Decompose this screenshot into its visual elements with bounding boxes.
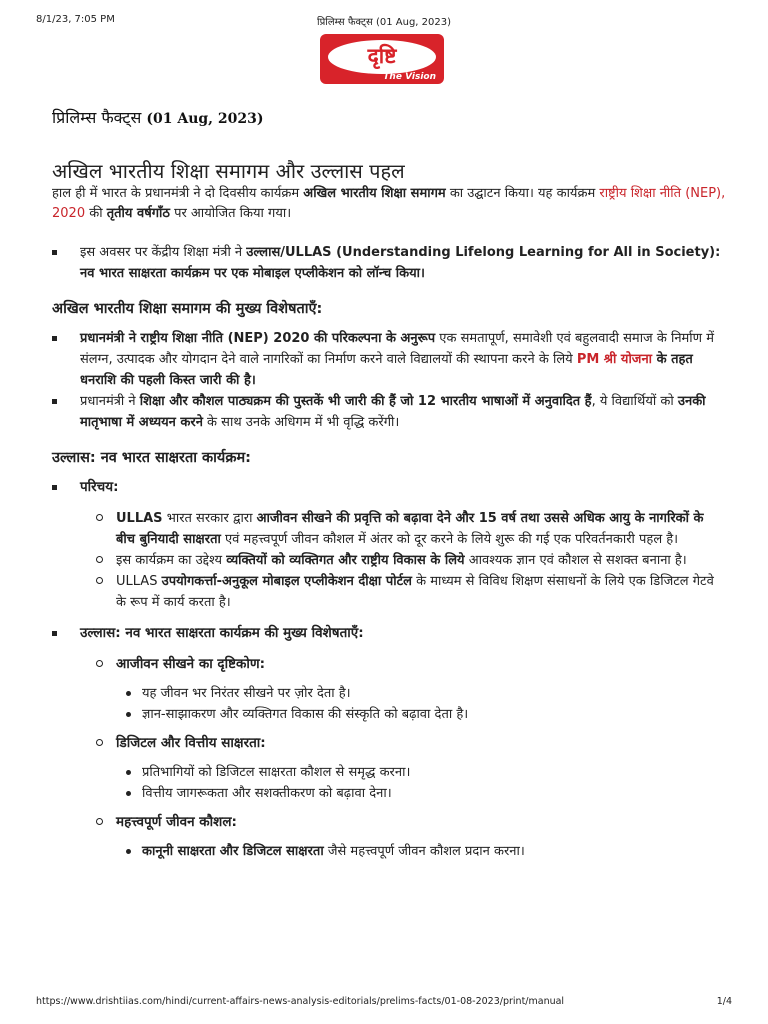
list-item: आजीवन सीखने का दृष्टिकोण: यह जीवन भर निरंतर सीखने पर ज़ोर देता है। ज्ञान-साझाकरण और व्यक्तिगत विकास की संस्कृति को बढ़ावा देता है। — [92, 654, 722, 725]
list-item: प्रधानमंत्री ने शिक्षा और कौशल पाठ्यक्रम की पुस्तकें भी जारी की हैं जो 12 भारतीय भाषाओं में अनुवादित हैं, ये विद्यार्थियों को उनकी मातृभाषा में अध्ययन करने के साथ उनके अधिगम में भी वृद्धि करेंगी। — [52, 391, 722, 433]
section1-heading: अखिल भारतीय शिक्षा समागम की मुख्य विशेषताएँ: — [52, 301, 323, 317]
list-item: यह जीवन भर निरंतर सीखने पर ज़ोर देता है। — [122, 683, 722, 704]
page-number: 1/4 — [716, 996, 732, 1007]
print-datetime: 8/1/23, 7:05 PM — [36, 14, 115, 25]
print-page-title: प्रिलिम्स फैक्ट्स (01 Aug, 2023) — [316, 17, 452, 28]
list-item: प्रधानमंत्री ने राष्ट्रीय शिक्षा नीति (NEP) 2020 की परिकल्पना के अनुरूप एक समतापूर्ण, समावेशी एवं बहुलवादी समाज के निर्माण में संलग्न, उत्पादक और योगदान देने वाले नागरिकों का निर्माण करने वाले विद्यालयों की स्थापना करने के लिये PM श्री योजना के तहत धनराशि की पहली किस्त जारी की है। — [52, 328, 722, 391]
intro-sublist — [80, 508, 722, 613]
features-sublist — [80, 654, 722, 862]
list-item: प्रतिभागियों को डिजिटल साक्षरता कौशल से समृद्ध करना। — [122, 762, 722, 783]
doc-title-date: (01 Aug, 2023) — [146, 111, 264, 127]
list-item: वित्तीय जागरूकता और सशक्तीकरण को बढ़ावा देना। — [122, 783, 722, 804]
list-item: कानूनी साक्षरता और डिजिटल साक्षरता जैसे महत्त्वपूर्ण जीवन कौशल प्रदान करना। — [122, 841, 722, 862]
logo-tagline: The Vision — [383, 72, 436, 82]
feature1-list — [116, 683, 722, 725]
list-item: परिचय: ULLAS भारत सरकार द्वारा आजीवन सीखने की प्रवृत्ति को बढ़ावा देने और 15 वर्ष तथा उससे अधिक आयु के नागरिकों के बीच बुनियादी साक्षरता एवं महत्त्वपूर्ण जीवन कौशल में अंतर को दूर करने के लिये शुरू की गई एक परिवर्तनकारी पहल है। इस कार्यक्रम का उद्देश्य व्यक्तियों को व्यक्तिगत और राष्ट्रीय विकास के लिये आवश्यक ज्ञान एवं कौशल से सशक्त बनाना है। ULLAS उपयोगकर्त्ता-अनुकूल मोबाइल एप्लीकेशन दीक्षा पोर्टल के माध्यम से विविध शिक्षण संसाधनों के लिये एक डिजिटल गेटवे के रूप में कार्य करता है। — [52, 477, 722, 613]
logo-text: दृष्टि — [328, 40, 436, 74]
list-item: डिजिटल और वित्तीय साक्षरता: प्रतिभागियों को डिजिटल साक्षरता कौशल से समृद्ध करना। वित्तीय जागरूकता और सशक्तीकरण को बढ़ावा देना। — [92, 733, 722, 804]
section2-list — [52, 477, 722, 862]
list-item: महत्त्वपूर्ण जीवन कौशल: कानूनी साक्षरता और डिजिटल साक्षरता जैसे महत्त्वपूर्ण जीवन कौशल प्रदान करना। — [92, 812, 722, 862]
ullas-launch-list — [52, 242, 722, 284]
list-item: उल्लास: नव भारत साक्षरता कार्यक्रम की मुख्य विशेषताएँ: आजीवन सीखने का दृष्टिकोण: यह जीवन भर निरंतर सीखने पर ज़ोर देता है। ज्ञान-साझाकरण और व्यक्तिगत विकास की संस्कृति को बढ़ावा देता है। डिजिटल और वित्तीय साक्षरता: प्रतिभागियों को डिजिटल साक्षरता कौशल से समृद्ध करना। वित्तीय जागरूकता और सशक्तीकरण को बढ़ावा देना। महत्त्वपूर्ण जीवन कौशल: कानूनी साक्षरता और डिजिटल साक्षरता जैसे महत्त्वपूर्ण जीवन कौशल प्रदान करना। — [52, 623, 722, 862]
article-content — [52, 106, 726, 870]
section2-heading: उल्लास: नव भारत साक्षरता कार्यक्रम: — [52, 450, 251, 466]
list-item: ULLAS भारत सरकार द्वारा आजीवन सीखने की प्रवृत्ति को बढ़ावा देने और 15 वर्ष तथा उससे अधिक आयु के नागरिकों के बीच बुनियादी साक्षरता एवं महत्त्वपूर्ण जीवन कौशल में अंतर को दूर करने के लिये शुरू की गई एक परिवर्तनकारी पहल है। — [92, 508, 722, 550]
footer-url[interactable]: https://www.drishtiias.com/hindi/current-affairs-news-analysis-editorials/prelims-facts/01-08-2023/print/manual — [36, 996, 565, 1007]
feature2-list — [116, 762, 722, 804]
doc-title-hindi: प्रिलिम्स फैक्ट्स — [52, 108, 142, 127]
doc-title — [52, 106, 722, 128]
list-item: ULLAS उपयोगकर्त्ता-अनुकूल मोबाइल एप्लीकेशन दीक्षा पोर्टल के माध्यम से विविध शिक्षण संसाधनों के लिये एक डिजिटल गेटवे के रूप में कार्य करता है। — [92, 571, 722, 613]
list-item: ज्ञान-साझाकरण और व्यक्तिगत विकास की संस्कृति को बढ़ावा देता है। — [122, 704, 722, 725]
list-item: इस कार्यक्रम का उद्देश्य व्यक्तियों को व्यक्तिगत और राष्ट्रीय विकास के लिये आवश्यक ज्ञान एवं कौशल से सशक्त बनाना है। — [92, 550, 722, 571]
intro-paragraph: हाल ही में भारत के प्रधानमंत्री ने दो दिवसीय कार्यक्रम अखिल भारतीय शिक्षा समागम का उद्घाटन किया। यह कार्यक्रम राष्ट्रीय शिक्षा नीति (NEP), 2020 की तृतीय वर्षगाँठ पर आयोजित किया गया। — [52, 186, 726, 221]
section1-list — [52, 328, 722, 433]
drishti-logo[interactable] — [320, 34, 444, 84]
article-heading: अखिल भारतीय शिक्षा समागम और उल्लास पहल — [52, 159, 405, 183]
feature3-list — [116, 841, 722, 862]
list-item: इस अवसर पर केंद्रीय शिक्षा मंत्री ने उल्लास/ULLAS (Understanding Lifelong Learning for All in Society): नव भारत साक्षरता कार्यक्रम पर एक मोबाइल एप्लीकेशन को लॉन्च किया। — [52, 242, 722, 284]
